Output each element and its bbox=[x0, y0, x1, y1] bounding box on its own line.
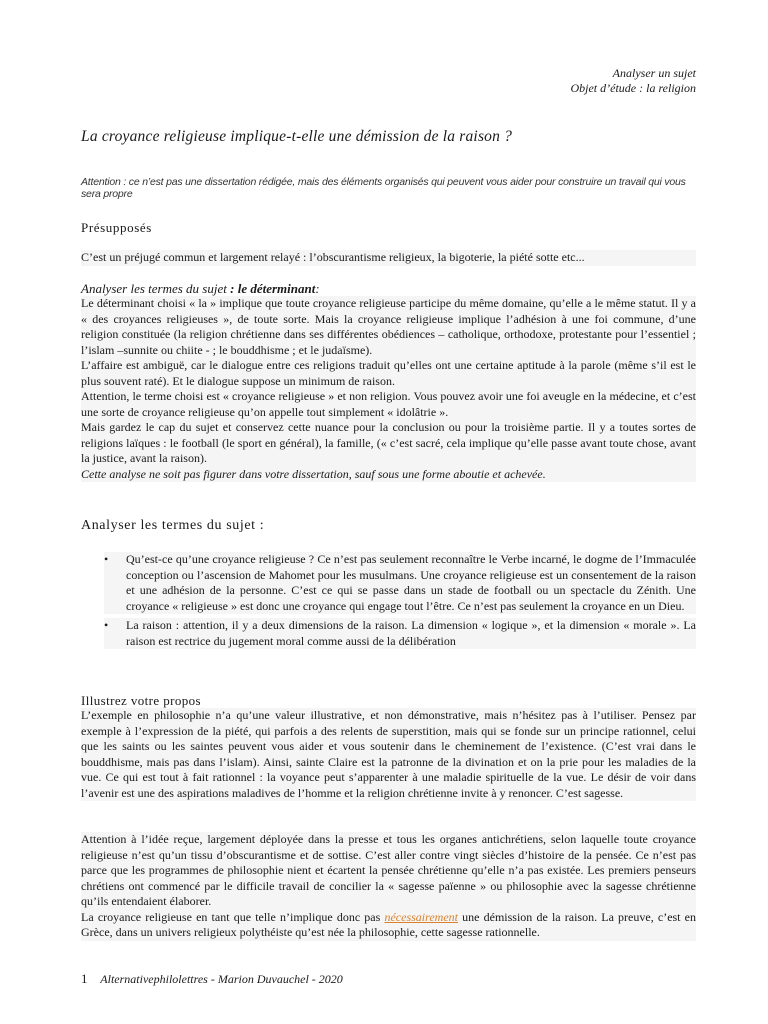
header-block bbox=[570, 66, 696, 96]
heading-determinant-part1: Analyser les termes du sujet bbox=[81, 281, 227, 296]
heading-determinant bbox=[81, 281, 320, 297]
illustrez-p3-end: une démission de la raison. La preuve, c’est en Grèce, dans un univers religieux polythéiste qu’est née la philosophie, cette sagesse rationnelle. bbox=[81, 909, 697, 939]
list-item bbox=[104, 552, 696, 614]
illustrez-section-2 bbox=[81, 832, 696, 941]
determinant-paragraph-5: Cette analyse ne soit pas figurer dans votre dissertation, sauf sous une forme aboutie et achevée. bbox=[81, 466, 546, 481]
heading-determinant-part3: : bbox=[315, 281, 320, 296]
illustrez-paragraph-1: L’exemple en philosophie n’a qu’une valeur illustrative, et non démonstrative, mais n’hésitez pas à l’utiliser. Pensez par exemple à l’expression de la piété, qui parfois a des relents de superstition, mais qui se fonde sur un principe rationnel, celui que les saints ou les saintes peuvent vous aider et vous soutenir dans le cheminement de l’existence. (C’est vrai dans le bouddhisme, mais pas dans l’islam). Ainsi, sainte Claire est la patronne de la divination et on la prie pour les maladies de la vue. Ce qui est tout à fait rationnel : la voyance peut s’apparenter à une maladie spirituelle de la vue. Le désir de voir dans l’avenir est une des aspirations maladives de l’homme et la religion chrétienne invite à y renoncer. C’est sagesse. bbox=[81, 708, 696, 800]
header-line-1: Analyser un sujet bbox=[612, 66, 696, 80]
list-item-text: La raison : attention, il y a deux dimensions de la raison. La dimension « logique », et la dimension « morale ». La raison est rectrice du jugement moral comme aussi de la délibération bbox=[126, 618, 696, 648]
bullet-icon: • bbox=[104, 618, 109, 632]
page-number: 1 bbox=[81, 971, 88, 986]
heading-termes: Analyser les termes du sujet : bbox=[81, 518, 265, 533]
footer-text: Alternativephilolettres - Marion Duvauchel - 2020 bbox=[100, 972, 343, 986]
emphasis-necessairement: nécessairement bbox=[384, 909, 458, 924]
termes-list bbox=[104, 552, 696, 653]
determinant-paragraph-2: L’affaire est ambiguë, car le dialogue entre ces religions traduit qu’elles ont une certaine aptitude à la parole (même s’il est le plus souvent raté). Et le dialogue suppose un minimum de raison. bbox=[81, 358, 696, 388]
heading-illustrez: Illustrez votre propos bbox=[81, 693, 201, 708]
heading-determinant-part2: : le déterminant bbox=[226, 281, 316, 296]
illustrez-p3-start: La croyance religieuse en tant que telle n’implique donc pas bbox=[81, 909, 385, 924]
document-title: La croyance religieuse implique-t-elle une démission de la raison ? bbox=[81, 128, 513, 145]
header-line-2: Objet d’étude : la religion bbox=[570, 81, 696, 95]
determinant-paragraph-4: Mais gardez le cap du sujet et conservez cette nuance pour la conclusion ou pour la troisième partie. Il y a toutes sortes de religions laïques : le football (le sport en général), la famille, (« c’est sacré, cela implique qu’elle passe avant toute chose, avant la justice, avant la raison). bbox=[81, 420, 696, 465]
illustrez-paragraph-2: Attention à l’idée reçue, largement déployée dans la presse et tous les organes antichrétiens, selon laquelle toute croyance religieuse n’est qu’un tissu d’obscurantisme et de sottise. C’est aller contre vingt siècles d’histoire de la pensée. Ce n’est pas parce que les programmes de philosophie nient et écartent la pensée chrétienne qu’elle n’a pas existée. Les premiers penseurs chrétiens ont commencé par le difficile travail de concilier la « sagesse païenne » ou philosophie avec la sagesse chrétienne qu’ils entendaient élaborer. bbox=[81, 832, 696, 908]
page-footer bbox=[81, 971, 343, 987]
determinant-section bbox=[81, 296, 696, 482]
list-item bbox=[104, 618, 696, 649]
determinant-paragraph-1: Le déterminant choisi « la » implique que toute croyance religieuse participe du même domaine, qu’elle a le même statut. Il y a « des croyances religieuses », de toute sorte. Mais la croyance religieuse implique l’adhésion à une foi commune, d’une religion constituée (la religion chrétienne dans ses différentes obédiences – catholique, orthodoxe, protestante pour l’essentiel ; l’islam –sunnite ou chiite - ; le bouddhisme ; et le judaïsme). bbox=[81, 296, 696, 357]
attention-note: Attention : ce n’est pas une dissertation rédigée, mais des éléments organisés qui peuvent vous aider pour construire un travail qui vous sera propre bbox=[81, 176, 686, 200]
presupposes-text: C’est un préjugé commun et largement relayé : l’obscurantisme religieux, la bigoterie, la piété sotte etc... bbox=[81, 250, 696, 266]
list-item-text: Qu’est-ce qu’une croyance religieuse ? Ce n’est pas seulement reconnaître le Verbe incarné, le dogme de l’Immaculée conception ou l’ascension de Mahomet pour les musulmans. Une croyance religieuse est un consentement de la raison et une adhésion de la personne. C’est ce qui se passe dans un stade de football ou un spectacle du Zénith. Une croyance « religieuse » est donc une croyance qui engage tout l’être. Ce n’est pas seulement la croyance en un Dieu. bbox=[126, 552, 696, 613]
illustrez-paragraph-3 bbox=[81, 910, 696, 941]
heading-presupposes: Présupposés bbox=[81, 220, 152, 235]
determinant-paragraph-3: Attention, le terme choisi est « croyance religieuse » et non religion. Vous pouvez avoir une foi aveugle en la médecine, et c’est une sorte de croyance religieuse qu’on appelle tout simplement « idolâtrie ». bbox=[81, 389, 696, 419]
bullet-icon: • bbox=[104, 552, 109, 566]
